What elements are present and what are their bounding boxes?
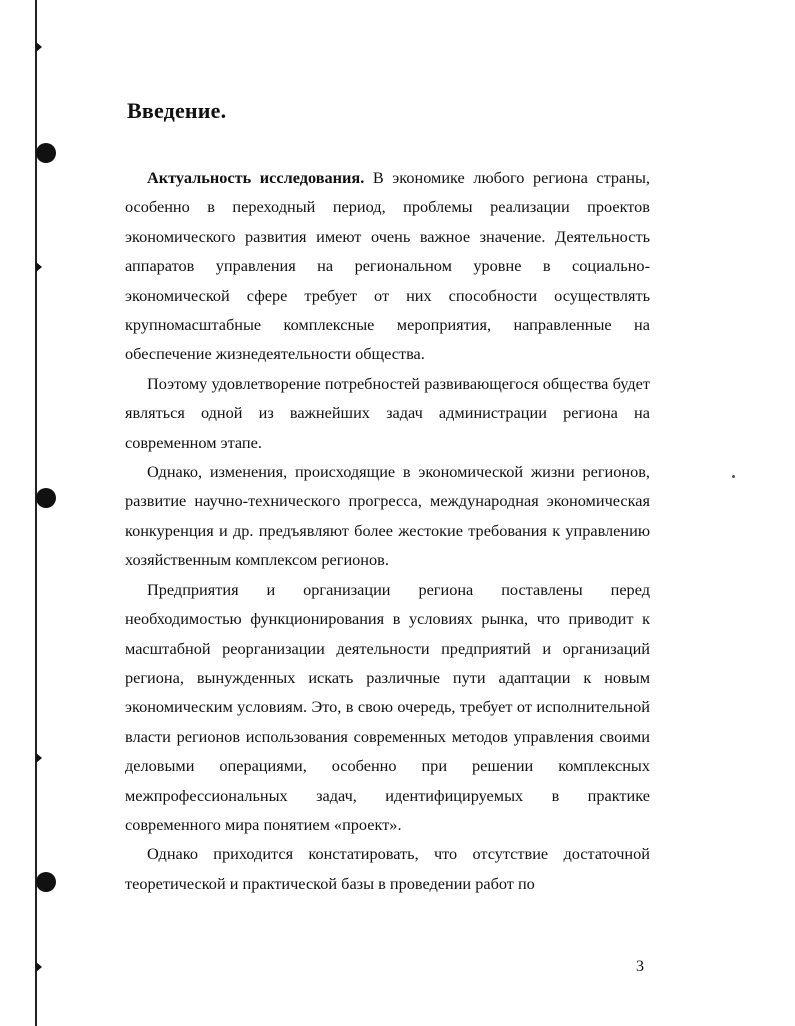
page-number: 3 (636, 958, 644, 975)
paragraph-text: В экономике любого региона страны, особенно в переходный период, проблемы реализации проектов экономического развития имеют очень важное значение. Деятельность аппаратов управления на региональном уровне в социально-экономической сфере требует от них способности осуществлять крупномасштабные комплексные мероприятия, направленные на обеспечение жизнедеятельности общества. (125, 168, 651, 364)
punch-hole-icon (36, 872, 56, 892)
binding-mark-icon (36, 962, 42, 972)
scan-speck (732, 475, 735, 478)
binding-mark-icon (36, 42, 42, 52)
punch-hole-icon (36, 488, 56, 508)
binding-mark-icon (36, 262, 42, 272)
paragraph: Предприятия и организации региона поставлены перед необходимостью функционирования в условиях рынка, что приводит к масштабной реорганизации деятельности предприятий и организаций региона, вынужденных искать различные пути адаптации к новым экономическим условиям. Это, в свою очередь, требует от исполнительной власти регионов использования современных методов управления своими деловыми операциями, особенно при решении комплексных межпрофессиональных задач, идентифицируемых в практике современного мира понятием «проект». (125, 579, 650, 834)
paragraph: Однако, изменения, происходящие в экономической жизни регионов, развитие научно-технического прогресса, международная экономическая конкуренция и др. предъявляют более жестокие требования к управлению хозяйственным комплексом регионов. (125, 462, 650, 570)
paragraph-lead: Актуальность исследования. (147, 168, 365, 187)
paragraph: Однако приходится констатировать, что отсутствие достаточной теоретической и практической базы в проведении работ по (125, 844, 650, 893)
paragraph (125, 163, 650, 369)
page-title: Введение. (127, 98, 227, 123)
paragraph: Поэтому удовлетворение потребностей развивающегося общества будет являться одной из важнейших задач администрации региона на современном этапе. (125, 373, 650, 452)
punch-hole-icon (36, 143, 56, 163)
document-body (125, 163, 650, 898)
binding-mark-icon (36, 753, 42, 763)
